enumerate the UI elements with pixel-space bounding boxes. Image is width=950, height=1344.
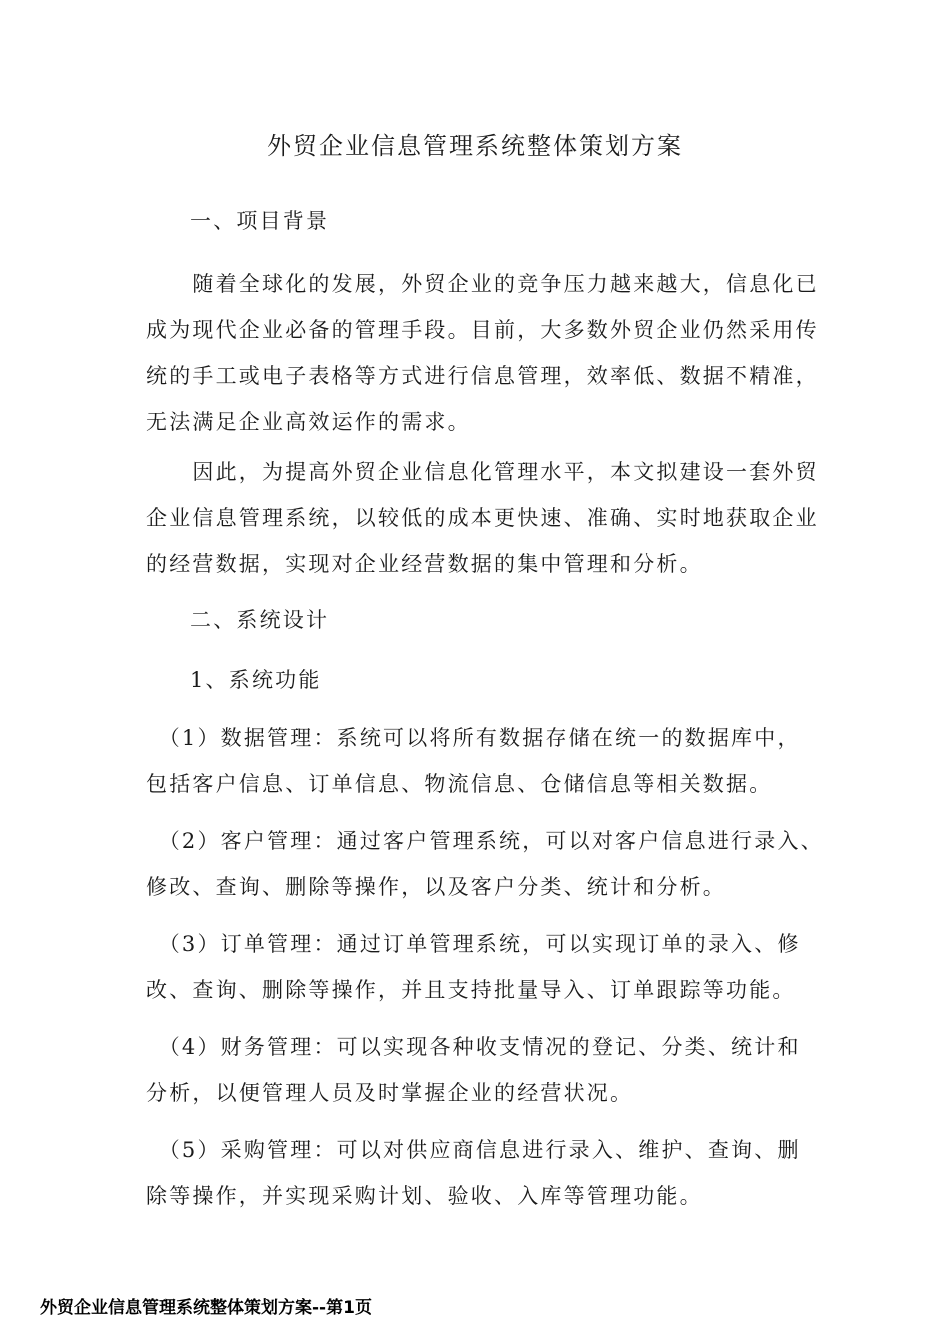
paragraph-line: （2）客户管理：通过客户管理系统，可以对客户信息进行录入、 [146,829,824,853]
paragraph-line: （3）订单管理：通过订单管理系统，可以实现订单的录入、修 [146,932,801,956]
document-title: 外贸企业信息管理系统整体策划方案 [267,132,683,160]
paragraph-line: 成为现代企业必备的管理手段。目前，大多数外贸企业仍然采用传 [146,318,819,342]
section-2-heading [146,597,846,643]
paragraph-line: 改、查询、删除等操作，并且支持批量导入、订单跟踪等功能。 [146,978,796,1002]
paragraph-line: （4）财务管理：可以实现各种收支情况的登记、分类、统计和 [146,1035,801,1059]
paragraph-line: 随着全球化的发展，外贸企业的竞争压力越来越大，信息化已 [146,272,819,296]
function-item-4 [146,1024,846,1116]
subsection-1-heading [146,657,846,703]
paragraph-line: 除等操作，并实现采购计划、验收、入库等管理功能。 [146,1184,703,1208]
heading-text: 1、系统功能 [190,668,322,692]
function-item-3 [146,921,846,1013]
paragraph-line: 企业信息管理系统，以较低的成本更快速、准确、实时地获取企业 [146,506,819,530]
paragraph-line: （5）采购管理：可以对供应商信息进行录入、维护、查询、删 [146,1138,801,1162]
paragraph-line: 的经营数据，实现对企业经营数据的集中管理和分析。 [146,552,703,576]
function-item-1 [146,715,846,807]
section-1-paragraph-2 [146,449,846,587]
function-item-5 [146,1127,846,1219]
paragraph-line: 包括客户信息、订单信息、物流信息、仓储信息等相关数据。 [146,772,773,796]
paragraph-line: 分析，以便管理人员及时掌握企业的经营状况。 [146,1081,634,1105]
paragraph-line: 修改、查询、删除等操作，以及客户分类、统计和分析。 [146,875,726,899]
page-footer: 外贸企业信息管理系统整体策划方案--第1页 [40,1298,372,1318]
function-item-2 [146,818,846,910]
section-1-paragraph-1 [146,261,846,445]
paragraph-line: 因此，为提高外贸企业信息化管理水平，本文拟建设一套外贸 [146,460,819,484]
paragraph-line: 统的手工或电子表格等方式进行信息管理，效率低、数据不精准， [146,364,819,388]
paragraph-line: 无法满足企业高效运作的需求。 [146,410,471,434]
heading-text: 一、项目背景 [190,209,330,233]
heading-text: 二、系统设计 [190,608,330,632]
section-1-heading [146,198,846,244]
paragraph-line: （1）数据管理：系统可以将所有数据存储在统一的数据库中， [146,726,801,750]
